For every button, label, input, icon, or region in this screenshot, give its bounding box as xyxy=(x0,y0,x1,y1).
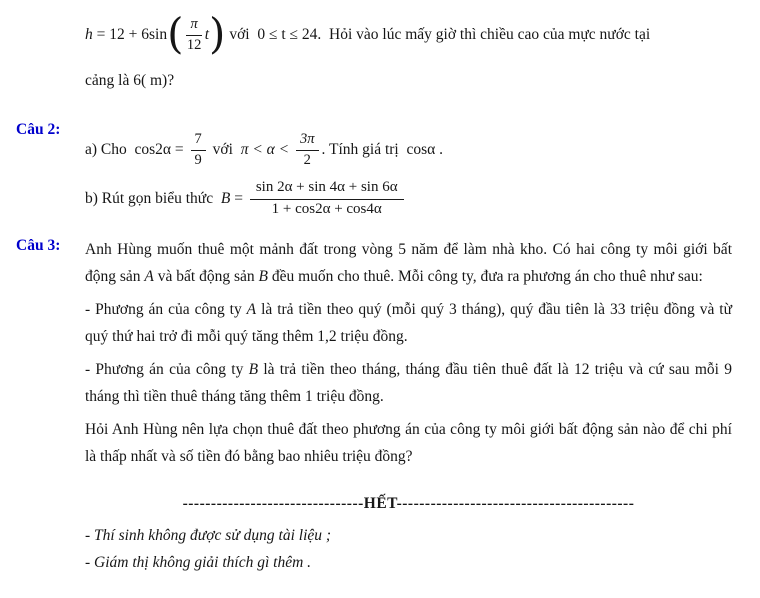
cau2-label: Câu 2: xyxy=(16,121,61,138)
cau3-intro-paragraph xyxy=(85,236,732,290)
divider-het-label: HẾT xyxy=(363,495,397,512)
fraction-3pi-over-2 xyxy=(296,131,319,168)
formula-equation: = 12 + 6sin xyxy=(92,26,168,43)
footer-note-2: - Giám thị không giải thích gì thêm . xyxy=(85,553,312,571)
item-b-equals: = xyxy=(230,190,247,207)
text-segment: Anh Hùng muốn thuê một mảnh đất trong vòng 5 năm để làm nhà kho. Có hai công ty môi giới bất động sản xyxy=(85,241,732,285)
fraction-denominator: 2 xyxy=(303,151,311,168)
fraction-7-over-9 xyxy=(191,131,206,168)
company-B-variable: B xyxy=(258,268,268,285)
formula-variable-h: h xyxy=(85,26,93,43)
company-A-variable: A xyxy=(246,301,257,318)
text-segment: - Phương án của công ty xyxy=(85,301,247,318)
cau3-option-a-paragraph xyxy=(85,296,732,350)
cau3-question-paragraph: Hỏi Anh Hùng nên lựa chọn thuê đất theo phương án của công ty môi giới bất động sản nào để chi phí là thấp nhất và số tiền đó bằng bao nhiêu triệu đồng? xyxy=(85,421,732,465)
formula-condition: với 0 ≤ t ≤ 24. xyxy=(225,26,330,43)
item-a-suffix: . Tính giá trị cosα . xyxy=(321,141,444,158)
footer-note-1: - Thí sinh không được sử dụng tài liệu ; xyxy=(85,527,332,544)
text-segment: và bất động sản xyxy=(153,268,259,285)
fraction-numerator: 7 xyxy=(191,131,206,150)
fraction-denominator: 1 + cos2α + cos4α xyxy=(271,201,382,217)
fraction-numerator: π xyxy=(186,16,201,35)
fraction-denominator: 9 xyxy=(194,151,202,168)
question1-line2: cảng là 6( m)? xyxy=(85,72,175,89)
fraction-numerator: sin 2α + sin 4α + sin 6α xyxy=(250,179,404,200)
cau2-item-b xyxy=(85,173,760,225)
text-segment: - Phương án của công ty xyxy=(85,361,249,378)
company-A-variable: A xyxy=(144,268,154,285)
divider-left-dashes: -------------------------------- xyxy=(182,495,364,512)
cau2-label-spacer xyxy=(0,107,760,127)
text-segment: đều muốn cho thuê. Mỗi công ty, đưa ra phương án cho thuê như sau: xyxy=(267,268,703,285)
cau3-section xyxy=(0,236,760,470)
question1-text: Hỏi vào lúc mấy giờ thì chiều cao của mực nước tại xyxy=(329,26,651,43)
text-segment: là trả tiền theo quý (mỗi quý 3 tháng), quý đầu tiên là 33 triệu đồng và từ quý thứ hai trở đi mỗi quý tăng thêm 1,2 triệu đồng. xyxy=(85,301,732,345)
cau2-section xyxy=(0,107,760,225)
fraction-pi-over-12 xyxy=(186,16,201,53)
question1-formula-line: h = 12 + 6sin ( $\frac{\pi}{12}$ t ) với 0 ≤ t ≤ 24. Hỏi vào lúc mấy giờ thì chiều cao của mực nước tại xyxy=(85,9,651,58)
cau3-option-b-paragraph xyxy=(85,356,732,410)
divider-right-dashes: ------------------------------------------ xyxy=(396,495,635,512)
text-segment: là trả tiền theo tháng, tháng đầu tiên thuê đất là 12 triệu và cứ sau mỗi 9 tháng thì tiền thuê tháng tăng thêm 1 triệu đồng. xyxy=(85,361,732,405)
exam-footer-notes xyxy=(85,523,732,576)
formula-variable-t: t xyxy=(204,26,210,43)
end-divider xyxy=(85,495,732,513)
item-a-inequality: π < α < xyxy=(240,141,294,158)
fraction-numerator: 3π xyxy=(296,131,319,150)
fraction-sin-expression xyxy=(250,179,404,218)
company-B-variable: B xyxy=(248,361,259,378)
item-a-prefix: a) Cho xyxy=(85,141,135,158)
item-a-lhs: cos2α = xyxy=(134,141,188,158)
cau3-label: Câu 3: xyxy=(16,237,61,254)
item-b-prefix: b) Rút gọn biểu thức xyxy=(85,190,221,207)
item-a-mid: với xyxy=(208,141,241,158)
fraction-denominator: 12 xyxy=(186,36,202,53)
cau2-item-a xyxy=(85,127,760,173)
item-b-variable-B: B xyxy=(220,190,231,207)
